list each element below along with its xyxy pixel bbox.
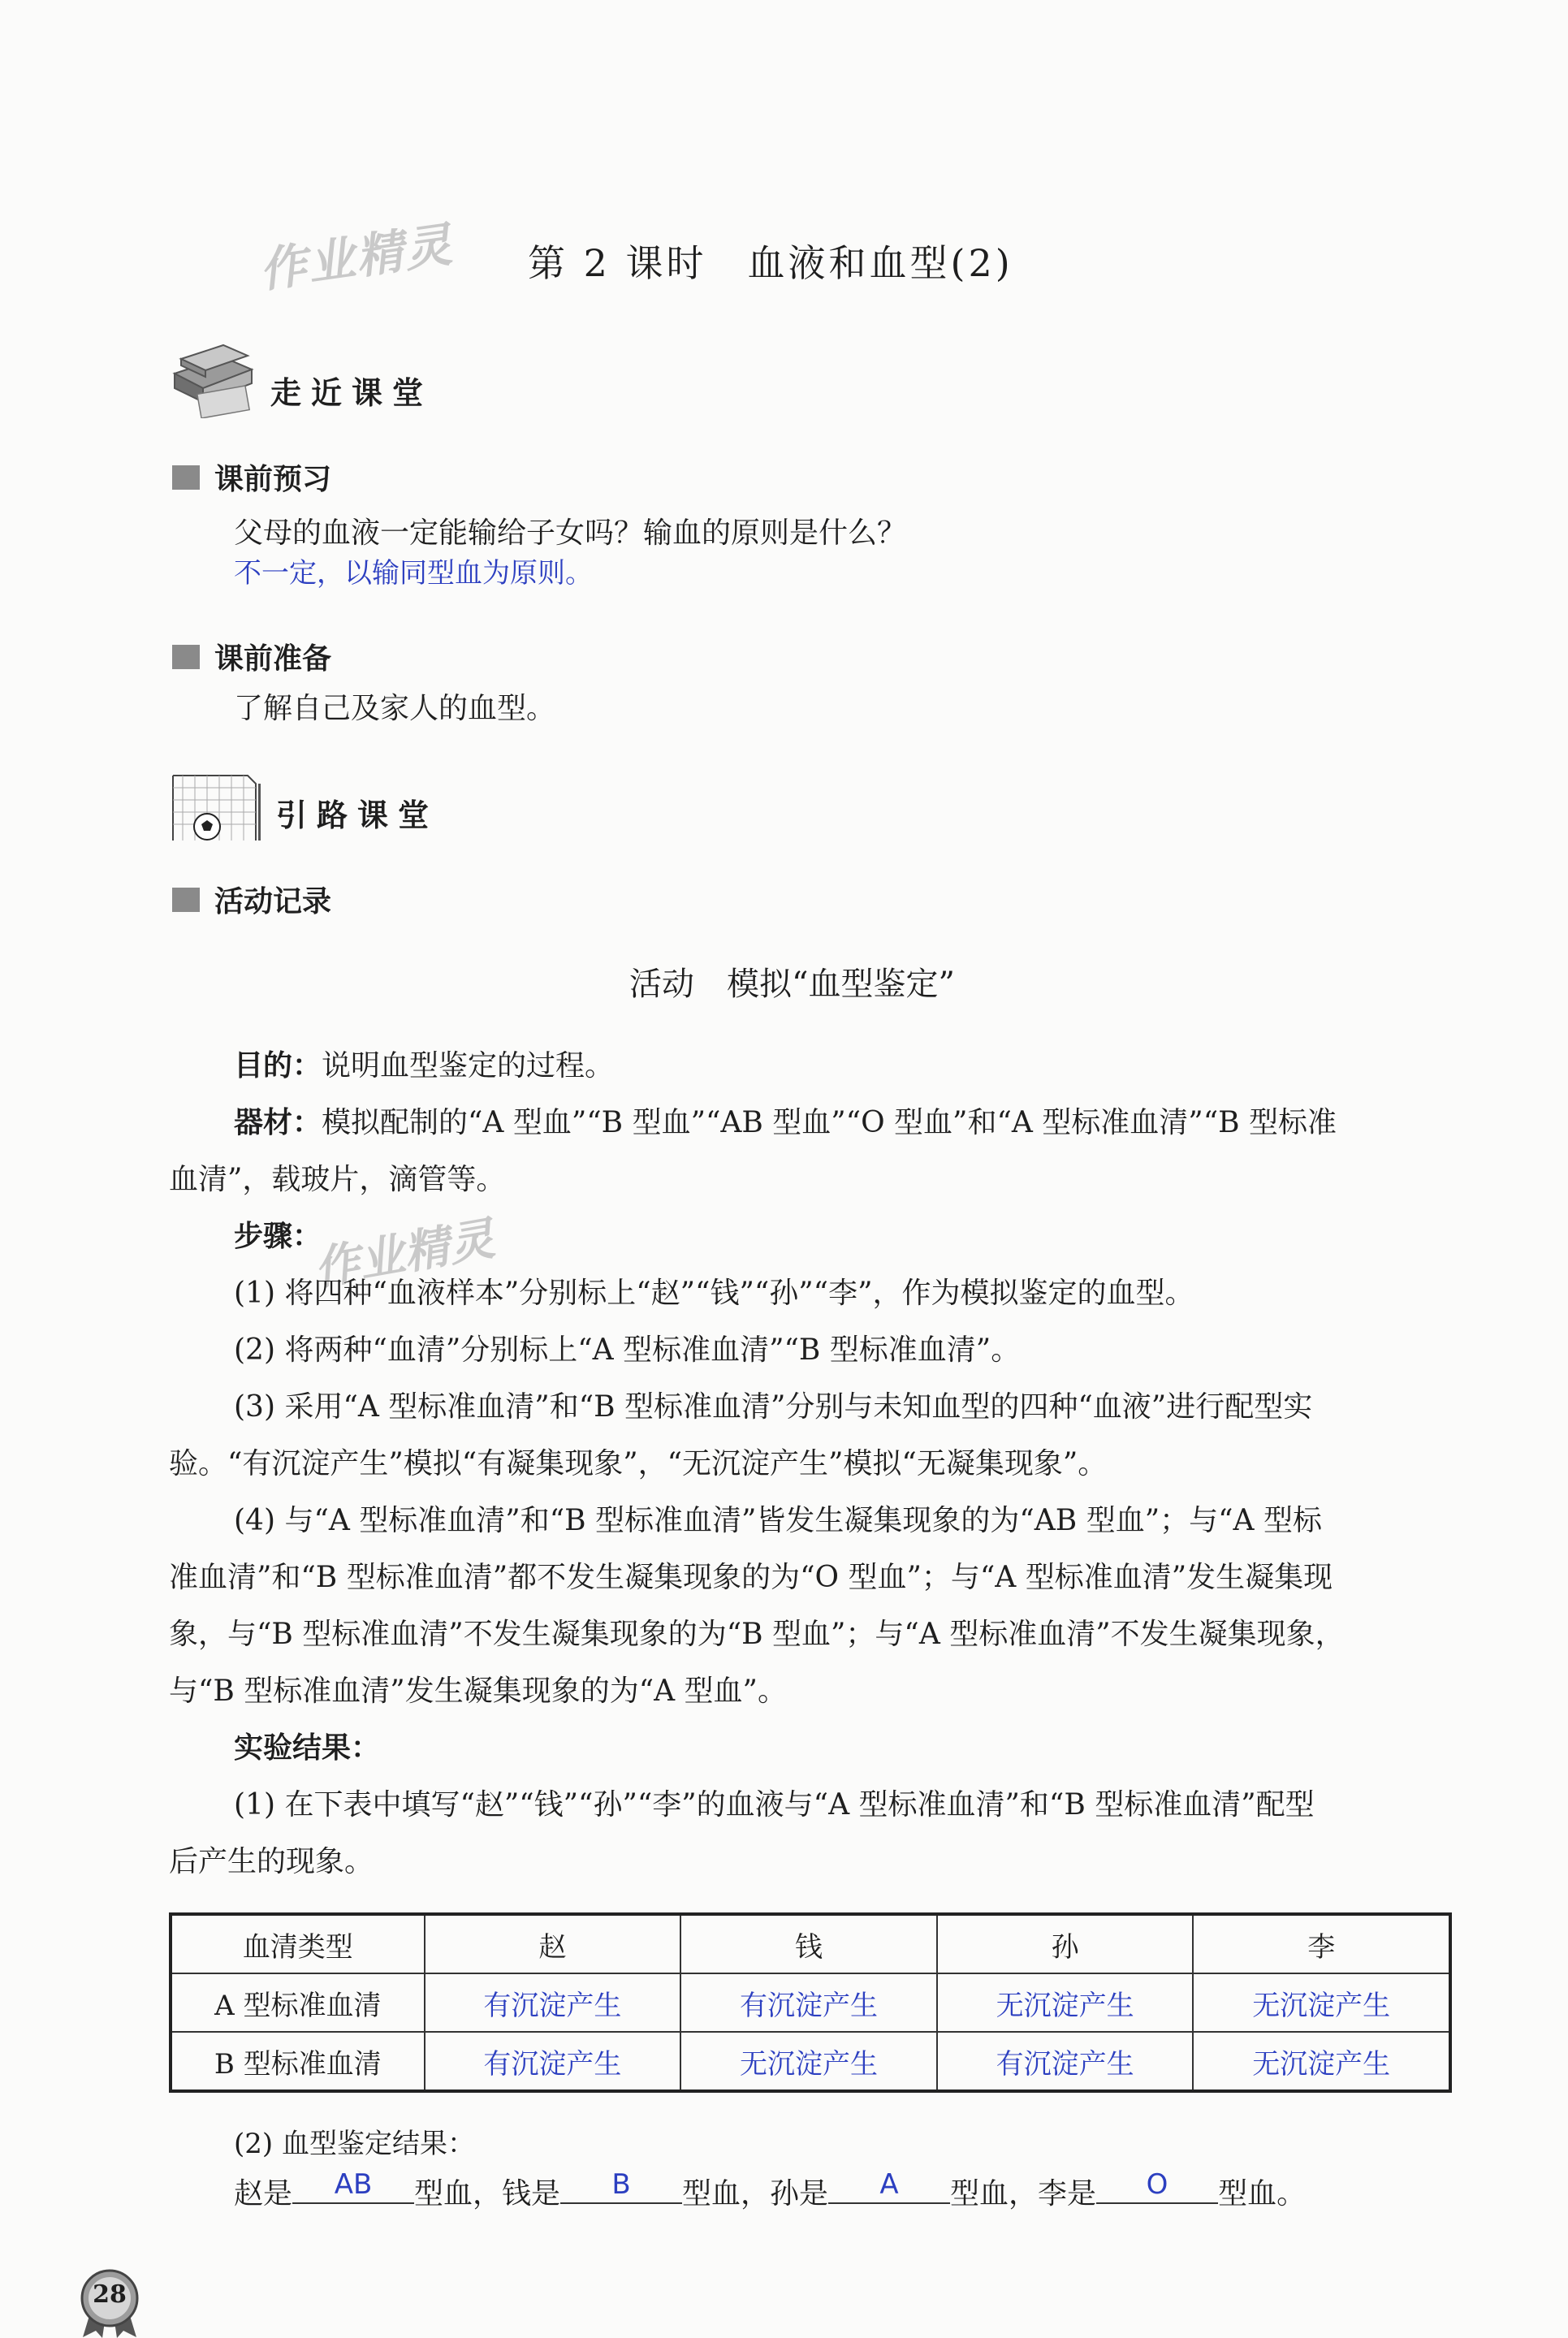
soccer-goal-icon [166,763,264,845]
answer-cell[interactable]: 有沉淀产生 [425,2032,681,2091]
purpose-text: 说明血型鉴定的过程。 [322,1049,615,1083]
zhao-blood-type-blank[interactable]: AB [292,2167,414,2204]
preview-heading [172,456,331,498]
activity-heading [172,879,331,920]
li-blood-type-blank[interactable]: O [1096,2167,1218,2204]
materials-label: 器材： [234,1106,322,1139]
zhao-suffix: 型血，钱是 [414,2177,561,2211]
step-2: (2) 将两种“血清”分别标上“A 型标准血清”“B 型标准血清”。 [234,1333,1021,1367]
table-header-cell: 血清类型 [171,1914,425,1973]
sun-suffix: 型血，李是 [950,2177,1097,2211]
table-header-cell: 钱 [680,1914,937,1973]
answer-cell[interactable]: 无沉淀产生 [937,1973,1194,2032]
li-suffix: 型血。 [1218,2177,1307,2211]
step-3-line2: 验。“有沉淀产生”模拟“有凝集现象”，“无沉淀产生”模拟“无凝集现象”。 [169,1447,1108,1480]
heading-bullet-icon [172,645,200,669]
table-row [171,2032,1450,2091]
materials-line2: 血清”，载玻片，滴管等。 [169,1163,506,1196]
preview-heading-label: 课前预习 [214,463,332,496]
result-1-line2: 后产生的现象。 [169,1845,374,1878]
heading-bullet-icon [172,465,200,490]
step-4-line3: 象，与“B 型标准血清”不发生凝集现象的为“B 型血”；与“A 型标准血清”不发生凝集现象， [169,1618,1345,1651]
step-4-line4: 与“B 型标准血清”发生凝集现象的为“A 型血”。 [169,1675,787,1708]
prep-heading [172,636,331,677]
table-row [171,1973,1450,2032]
result-2-line [234,2166,1306,2223]
qian-suffix: 型血，孙是 [682,2177,829,2211]
steps-label: 步骤： [234,1220,322,1253]
heading-bullet-icon [172,888,200,912]
step-4-line1: (4) 与“A 型标准血清”和“B 型标准血清”皆发生凝集现象的为“AB 型血”；与“A 型标 [234,1504,1322,1537]
answer-cell[interactable]: 有沉淀产生 [425,1973,681,2032]
table-header-cell: 孙 [937,1914,1194,1973]
books-icon [166,341,256,418]
preview-answer: 不一定，以输同型血为原则。 [234,557,593,590]
row-label: B 型标准血清 [171,2032,425,2091]
activity-title: 活动 模拟“血型鉴定” [629,966,955,1003]
answer-cell[interactable]: 有沉淀产生 [937,2032,1194,2091]
materials-text: 模拟配制的“A 型血”“B 型血”“AB 型血”“O 型血”和“A 型标准血清”“B 型标准 [322,1106,1337,1139]
lesson-title: 第 2 课时 血液和血型(2) [528,241,1013,285]
prep-text: 了解自己及家人的血型。 [234,692,556,725]
result-2-label: (2) 血型鉴定结果： [234,2128,475,2160]
watermark-logo-mid: 作业精灵 [309,1212,499,1296]
preview-question: 父母的血液一定能输给子女吗？输血的原则是什么？ [234,516,907,550]
sun-blood-type-blank[interactable]: A [828,2167,950,2204]
result-1-line1: (1) 在下表中填写“赵”“钱”“孙”“李”的血液与“A 型标准血清”和“B 型标准血清”配型 [234,1788,1315,1822]
page-number: 28 [93,2280,127,2309]
purpose-label: 目的： [234,1049,322,1083]
results-table [169,1912,1452,2093]
results-label: 实验结果： [234,1731,381,1765]
materials-line1 [234,1095,1337,1152]
answer-cell[interactable]: 无沉淀产生 [1193,2032,1450,2091]
section-title-yinlu: 引路课堂 [276,797,439,833]
section-title-zoujin: 走近课堂 [270,375,434,411]
page-number-badge [73,2266,146,2338]
answer-cell[interactable]: 有沉淀产生 [680,1973,937,2032]
watermark-logo: 作业精灵 [256,216,457,299]
step-4-line2: 准血清”和“B 型标准血清”都不发生凝集现象的为“O 型血”；与“A 型标准血清”发生凝集现 [169,1561,1333,1594]
table-header-row [171,1914,1450,1973]
step-1: (1) 将四种“血液样本”分别标上“赵”“钱”“孙”“李”，作为模拟鉴定的血型。 [234,1277,1194,1310]
table-header-cell: 赵 [425,1914,681,1973]
row-label: A 型标准血清 [171,1973,425,2032]
activity-heading-label: 活动记录 [214,885,332,918]
purpose-line [234,1038,614,1095]
answer-cell[interactable]: 无沉淀产生 [1193,1973,1450,2032]
section-divider [258,784,261,841]
zhao-prefix: 赵是 [234,2177,293,2211]
step-3-line1: (3) 采用“A 型标准血清”和“B 型标准血清”分别与未知血型的四种“血液”进行配型实 [234,1390,1313,1424]
qian-blood-type-blank[interactable]: B [560,2167,682,2204]
table-header-cell: 李 [1193,1914,1450,1973]
answer-cell[interactable]: 无沉淀产生 [680,2032,937,2091]
prep-heading-label: 课前准备 [214,642,332,676]
